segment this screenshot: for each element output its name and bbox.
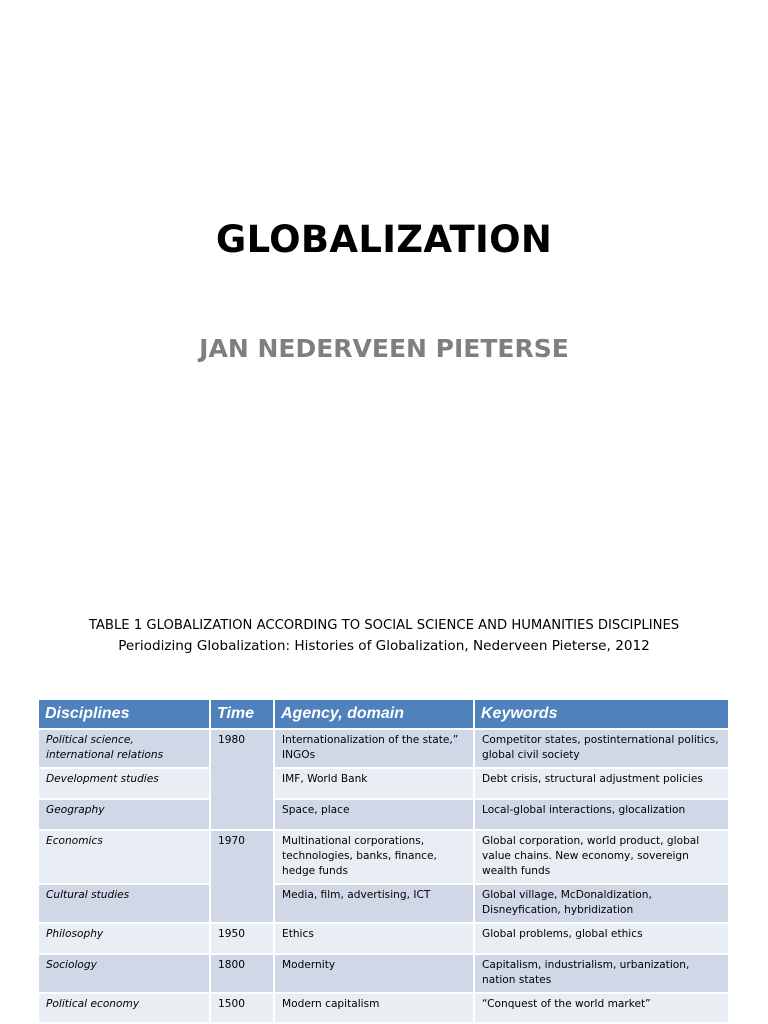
header-agency-domain: Agency, domain <box>274 700 474 729</box>
table-row <box>39 923 729 954</box>
cell-time: 1970 <box>210 830 274 923</box>
cell-keywords: Global problems, global ethics <box>474 923 729 954</box>
cell-time: 1950 <box>210 923 274 954</box>
cell-agency: Modern capitalism <box>274 993 474 1023</box>
cell-discipline: Cultural studies <box>39 884 210 923</box>
table-row <box>39 830 729 884</box>
disciplines-table <box>39 700 730 1024</box>
cell-keywords: Global corporation, world product, global value chains. New economy, sovereign wealth funds <box>474 830 729 884</box>
table-row <box>39 799 729 830</box>
table-caption: TABLE 1 GLOBALIZATION ACCORDING TO SOCIAL SCIENCE AND HUMANITIES DISCIPLINES <box>88 618 680 633</box>
slide-subtitle-author: JAN NEDERVEEN PIETERSE <box>199 334 569 363</box>
cell-agency: IMF, World Bank <box>274 768 474 799</box>
cell-keywords: Capitalism, industrialism, urbanization, nation states <box>474 954 729 993</box>
cell-agency: Internationalization of the state,” INGOs <box>274 729 474 768</box>
cell-agency: Space, place <box>274 799 474 830</box>
cell-keywords: Competitor states, postinternational politics, global civil society <box>474 729 729 768</box>
header-disciplines: Disciplines <box>39 700 210 729</box>
table-row <box>39 954 729 993</box>
cell-discipline: Economics <box>39 830 210 884</box>
cell-keywords: Local-global interactions, glocalization <box>474 799 729 830</box>
table-row <box>39 768 729 799</box>
slide-title: GLOBALIZATION <box>215 218 553 261</box>
table-row <box>39 729 729 768</box>
table-slide <box>0 576 768 1024</box>
cell-keywords: “Conquest of the world market” <box>474 993 729 1023</box>
cell-discipline: Political science, international relations <box>39 729 210 768</box>
cell-time: 1980 <box>210 729 274 830</box>
table-row <box>39 993 729 1023</box>
cell-agency: Modernity <box>274 954 474 993</box>
cell-discipline: Philosophy <box>39 923 210 954</box>
cell-agency: Media, film, advertising, ICT <box>274 884 474 923</box>
cell-keywords: Global village, McDonaldization, Disneyfication, hybridization <box>474 884 729 923</box>
cell-discipline: Development studies <box>39 768 210 799</box>
table-row <box>39 884 729 923</box>
cell-keywords: Debt crisis, structural adjustment policies <box>474 768 729 799</box>
header-keywords: Keywords <box>474 700 729 729</box>
cell-agency: Ethics <box>274 923 474 954</box>
table-source: Periodizing Globalization: Histories of Globalization, Nederveen Pieterse, 2012 <box>118 638 650 654</box>
table-header-row <box>39 700 729 729</box>
cell-discipline: Geography <box>39 799 210 830</box>
cell-discipline: Political economy <box>39 993 210 1023</box>
cell-time: 1800 <box>210 954 274 993</box>
header-time: Time <box>210 700 274 729</box>
cell-discipline: Sociology <box>39 954 210 993</box>
cell-time: 1500 <box>210 993 274 1023</box>
cell-agency: Multinational corporations, technologies, banks, finance, hedge funds <box>274 830 474 884</box>
